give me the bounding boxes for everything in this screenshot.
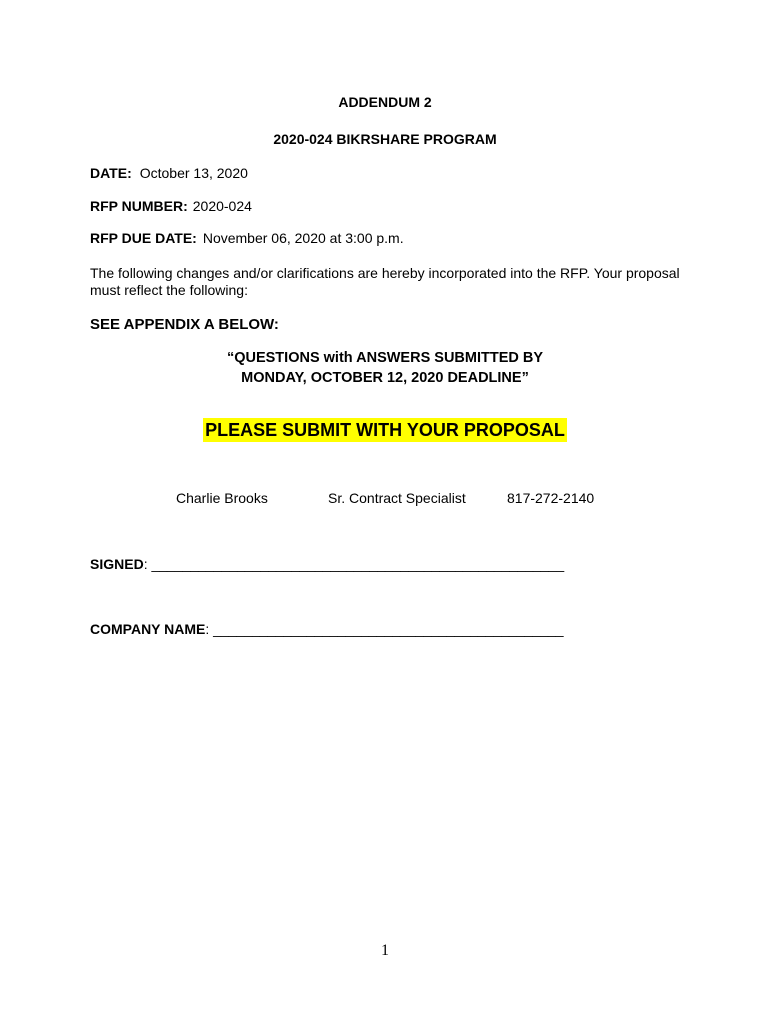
company-name-colon: :	[205, 621, 214, 637]
quote-line-1: “QUESTIONS with ANSWERS SUBMITTED BY	[226, 350, 544, 366]
contact-title: Sr. Contract Specialist	[328, 490, 466, 506]
rfp-due-date-value: November 06, 2020 at 3:00 p.m.	[202, 230, 404, 246]
date-label: DATE:	[90, 165, 132, 181]
signed-label: SIGNED	[90, 556, 144, 572]
rfp-due-date-label: RFP DUE DATE:	[90, 230, 197, 246]
rfp-number-row	[90, 198, 252, 214]
highlight-notice: PLEASE SUBMIT WITH YOUR PROPOSAL	[205, 420, 565, 440]
date-value: October 13, 2020	[139, 165, 248, 181]
addendum-title: ADDENDUM 2	[338, 94, 432, 110]
quote-line-2: MONDAY, OCTOBER 12, 2020 DEADLINE”	[241, 370, 529, 386]
company-name-label: COMPANY NAME	[90, 621, 206, 637]
signed-colon: :	[143, 556, 152, 572]
signed-row	[90, 556, 564, 572]
date-row	[90, 165, 248, 181]
company-name-line[interactable]: _____________________________________________	[213, 621, 564, 637]
contact-name: Charlie Brooks	[176, 490, 268, 506]
intro-paragraph: The following changes and/or clarifications are hereby incorporated into the RFP. Your proposal must reflect the following:	[90, 265, 680, 298]
company-name-row	[90, 621, 564, 637]
contact-phone: 817-272-2140	[507, 490, 595, 506]
rfp-number-value: 2020-024	[192, 198, 252, 214]
page-number: 1	[381, 942, 389, 959]
signed-line[interactable]: _____________________________________________________	[151, 556, 565, 572]
highlight-notice-wrap	[0, 418, 770, 442]
appendix-heading: SEE APPENDIX A BELOW:	[90, 316, 279, 333]
rfp-due-date-row	[90, 230, 404, 246]
program-title: 2020-024 BIKRSHARE PROGRAM	[273, 131, 497, 147]
rfp-number-label: RFP NUMBER:	[90, 198, 188, 214]
